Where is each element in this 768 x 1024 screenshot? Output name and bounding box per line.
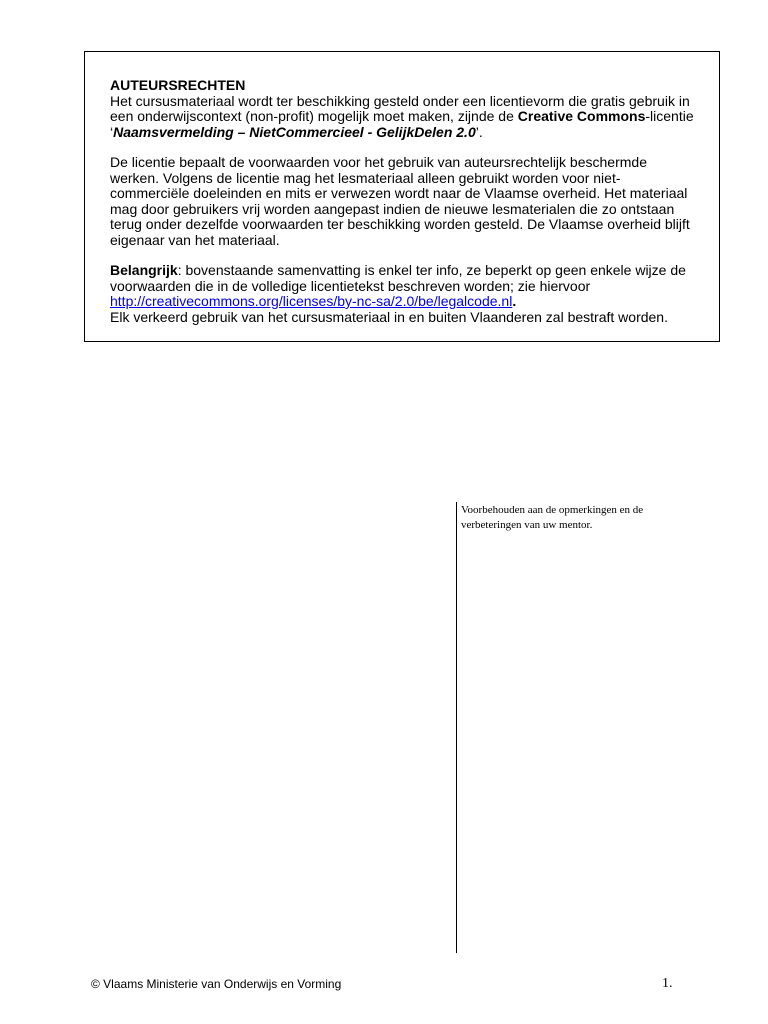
license-text: Het cursusmateriaal wordt ter beschikking gesteld onder een licentievorm die gratis gebruik in een onderwijscontext (non-profit) mogelijk moet maken, zijnde de: [110, 92, 690, 124]
conditions-paragraph: De licentie bepaalt de voorwaarden voor het gebruik van auteursrechtelijk beschermde werken. Volgens de licentie mag het lesmateriaal alleen gebruikt worden voor niet-commerciële doeleinden en mits er verwezen wordt naar de Vlaamse overheid. Het materiaal mag door gebruikers vrij worden aangepast indien de nieuwe lesmaterialen die zo ontstaan terug onder dezelfde voorwaarden ter beschikking worden gesteld. De Vlaamse overheid blijft eigenaar van het materiaal.: [110, 154, 690, 248]
footer-copyright: © Vlaams Ministerie van Onderwijs en Vorming: [91, 977, 342, 991]
license-name: Naamsvermelding – NietCommercieel - GelijkDelen 2.0: [113, 123, 476, 140]
notice-heading: AUTEURSRECHTEN: [110, 77, 246, 93]
creative-commons-label: Creative Commons: [517, 108, 646, 124]
misuse-warning: Elk verkeerd gebruik van het cursusmateriaal in en buiten Vlaanderen zal bestraft worden.: [110, 308, 668, 325]
mentor-note: Voorbehouden aan de opmerkingen en de verbeteringen van uw mentor.: [461, 504, 644, 531]
important-text: : bovenstaande samenvatting is enkel ter info, ze beperkt op geen enkele wijze de voorwaarden die in de volledige licentietekst beschreven worden; zie hiervoor: [110, 262, 686, 294]
copyright-notice-box: [84, 51, 720, 342]
license-text-end: ’.: [475, 123, 483, 140]
license-paragraph: [110, 94, 695, 141]
link-period: .: [512, 293, 517, 309]
license-text-mid: -licentie ‘: [110, 108, 694, 140]
mentor-margin-line: [456, 502, 457, 953]
legalcode-link[interactable]: http://creativecommons.org/licenses/by-nc-sa/2.0/be/legalcode.nl: [110, 293, 513, 309]
important-label: Belangrijk: [110, 262, 178, 278]
important-paragraph: [110, 263, 695, 325]
page-number: 1.: [662, 976, 673, 991]
